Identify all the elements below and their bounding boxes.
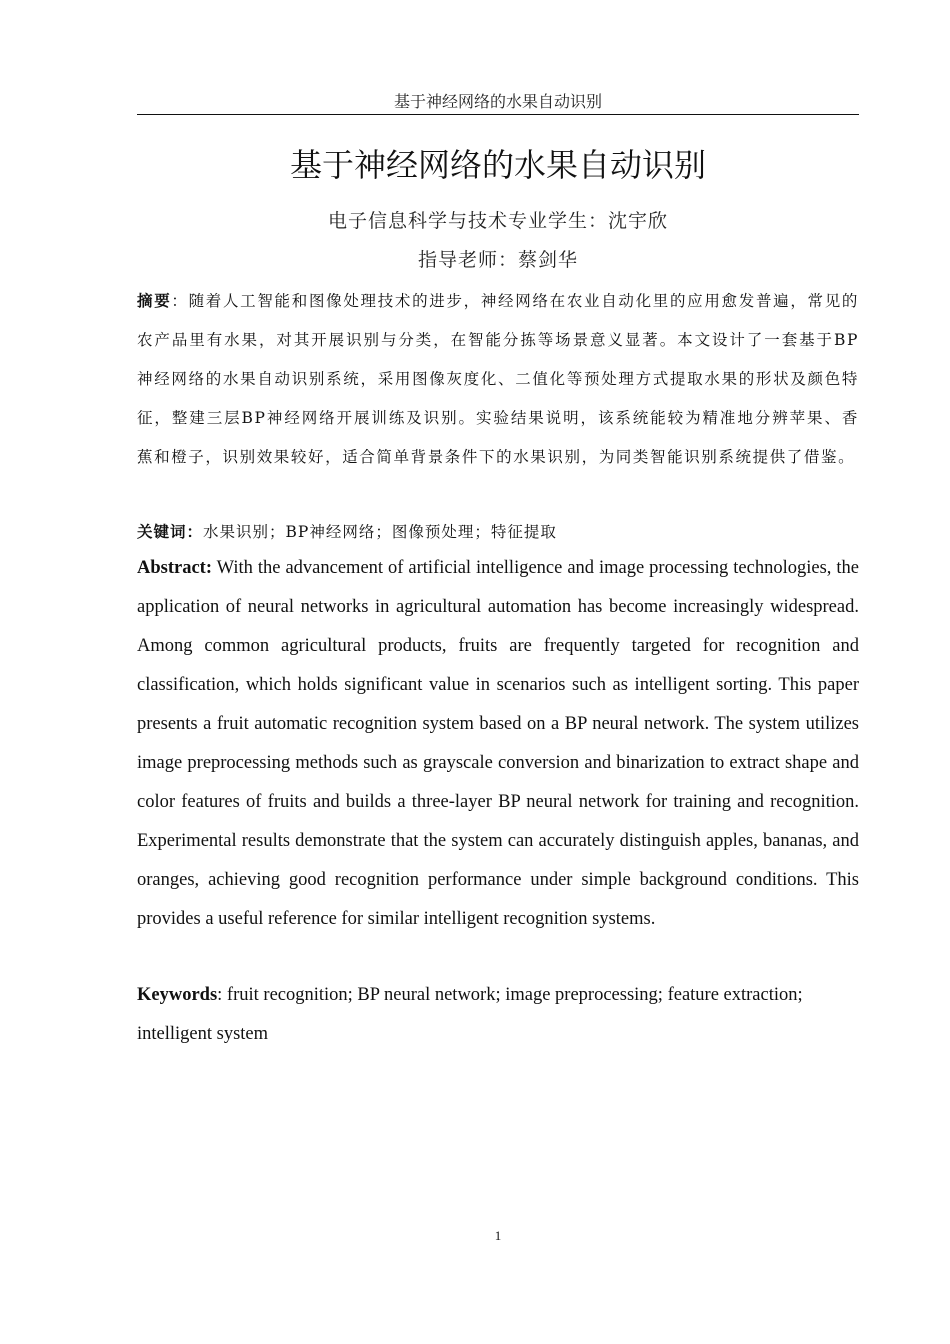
- chinese-keywords: [137, 512, 859, 552]
- chinese-abstract-label: 摘要: [137, 291, 172, 310]
- english-abstract-text: With the advancement of artificial intelligence and image processing technologies, the application of neural networks in agricultural automation has become increasingly widespread. Among common agricultural products, fruits are frequently targeted for recognition and classification, which holds significant value in scenarios such as intelligent sorting. This paper presents a fruit automatic recognition system based on a BP neural network. The system utilizes image preprocessing methods such as grayscale conversion and binarization to extract shape and color features of fruits and builds a three-layer BP neural network for training and recognition. Experimental results demonstrate that the system can accurately distinguish apples, bananas, and oranges, achieving good recognition performance under simple background conditions. This provides a useful reference for similar intelligent recognition systems.: [137, 558, 859, 929]
- english-abstract-label: Abstract:: [137, 558, 213, 578]
- advisor-line: 指导老师：蔡剑华: [417, 249, 578, 271]
- chinese-abstract-text: 随着人工智能和图像处理技术的进步，神经网络在农业自动化里的应用愈发普遍，常见的农产品里有水果，对其开展识别与分类，在智能分拣等场景意义显著。本文设计了一套基于BP神经网络的水果自动识别系统，采用图像灰度化、二值化等预处理方式提取水果的形状及颜色特征，整建三层BP神经网络开展训练及识别。实验结果说明，该系统能较为精准地分辨苹果、香蕉和橙子，识别效果较好，适合简单背景条件下的水果识别，为同类智能识别系统提供了借鉴。: [137, 292, 860, 466]
- english-keywords-label: Keywords: [137, 985, 218, 1005]
- document-page: [137, 0, 859, 1344]
- chinese-abstract-separator: ：: [171, 292, 189, 310]
- english-keywords-text: : fruit recognition; BP neural network; image preprocessing; feature extraction; intelligent system: [137, 985, 803, 1044]
- chinese-keywords-label: 关键词：: [137, 522, 204, 541]
- author-line: 电子信息科学与技术专业学生：沈宇欣: [327, 210, 668, 232]
- running-header: 基于神经网络的水果自动识别: [393, 92, 602, 111]
- chinese-abstract: [137, 281, 859, 477]
- english-abstract: [137, 549, 859, 939]
- paper-title: 基于神经网络的水果自动识别: [289, 146, 706, 184]
- header-rule: [137, 114, 859, 115]
- page-number: 1: [494, 1228, 502, 1243]
- english-keywords: [137, 976, 859, 1054]
- chinese-keywords-text: 水果识别；BP神经网络；图像预处理；特征提取: [203, 523, 557, 541]
